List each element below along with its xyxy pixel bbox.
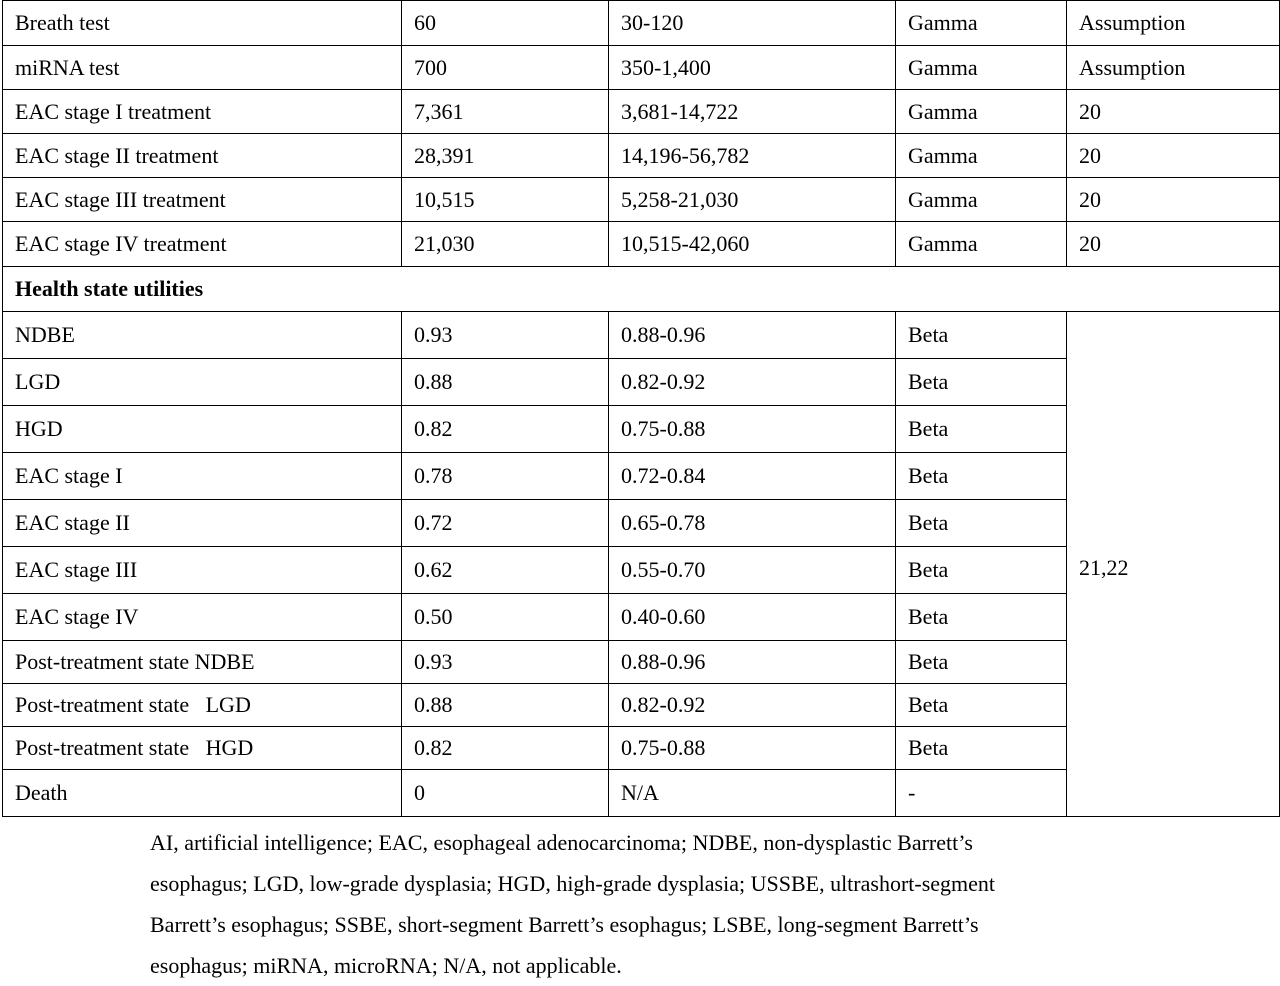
cell-value: 0.78 [402,453,609,500]
cell-value: 0.72 [402,500,609,547]
cell-distribution: Beta [896,641,1067,684]
cell-distribution: Beta [896,359,1067,406]
cell-range: 30-120 [609,1,896,46]
cell-distribution: Beta [896,500,1067,547]
table-row [3,46,1280,90]
cell-range: 10,515-42,060 [609,222,896,267]
cell-source: 20 [1067,134,1280,178]
table-row [3,222,1280,267]
cell-item: HGD [3,406,402,453]
cell-range: 3,681-14,722 [609,90,896,134]
cell-distribution: Beta [896,727,1067,770]
cell-item: miRNA test [3,46,402,90]
table-row [3,90,1280,134]
cell-source: 20 [1067,90,1280,134]
cell-value: 0.82 [402,406,609,453]
cell-range: 0.88-0.96 [609,641,896,684]
cell-item: EAC stage III treatment [3,178,402,222]
cell-distribution: Beta [896,547,1067,594]
cell-distribution: Gamma [896,222,1067,267]
cell-item: EAC stage III [3,547,402,594]
cell-item: EAC stage I treatment [3,90,402,134]
cell-value: 700 [402,46,609,90]
cell-range: 5,258-21,030 [609,178,896,222]
parameter-table [2,0,1280,817]
cell-range: 14,196-56,782 [609,134,896,178]
cell-value: 10,515 [402,178,609,222]
cell-distribution: Beta [896,453,1067,500]
cell-range: N/A [609,770,896,817]
cell-value: 7,361 [402,90,609,134]
cell-range: 0.65-0.78 [609,500,896,547]
table-row [3,178,1280,222]
table-row [3,134,1280,178]
cell-item: EAC stage IV treatment [3,222,402,267]
cell-item: NDBE [3,312,402,359]
cell-distribution: Gamma [896,46,1067,90]
cell-item: EAC stage II [3,500,402,547]
cell-value: 60 [402,1,609,46]
cell-value: 0.93 [402,641,609,684]
cell-range: 350-1,400 [609,46,896,90]
cell-distribution: Gamma [896,90,1067,134]
table-row [3,1,1280,46]
cell-distribution: Gamma [896,134,1067,178]
cell-value: 0 [402,770,609,817]
cell-item: LGD [3,359,402,406]
cell-value: 0.62 [402,547,609,594]
cell-value: 21,030 [402,222,609,267]
cell-distribution: Beta [896,312,1067,359]
cell-range: 0.88-0.96 [609,312,896,359]
cell-value: 0.88 [402,359,609,406]
footnote-line: Barrett’s esophagus; SSBE, short-segment Barrett’s esophagus; LSBE, long-segment Barrett’s [150,912,979,937]
cell-item: EAC stage I [3,453,402,500]
cell-value: 0.50 [402,594,609,641]
cell-distribution: Beta [896,594,1067,641]
cell-range: 0.55-0.70 [609,547,896,594]
cell-item: Death [3,770,402,817]
cell-item: EAC stage II treatment [3,134,402,178]
section-heading-row [3,267,1280,312]
cell-source: 20 [1067,222,1280,267]
cell-value: 28,391 [402,134,609,178]
footnote-line: esophagus; miRNA, microRNA; N/A, not applicable. [150,953,622,978]
cell-range: 0.40-0.60 [609,594,896,641]
footnote-line: AI, artificial intelligence; EAC, esophageal adenocarcinoma; NDBE, non-dysplastic Barrett’s [150,830,973,855]
cell-value: 0.82 [402,727,609,770]
table-footnote [150,822,1150,986]
cell-source: 20 [1067,178,1280,222]
cell-range: 0.72-0.84 [609,453,896,500]
cell-value: 0.88 [402,684,609,727]
cell-distribution: - [896,770,1067,817]
cell-distribution: Beta [896,406,1067,453]
cell-source-merged: 21,22 [1067,312,1280,817]
cell-source: Assumption [1067,1,1280,46]
cell-range: 0.82-0.92 [609,684,896,727]
cell-item: Post-treatment state HGD [3,727,402,770]
cell-item: Breath test [3,1,402,46]
cell-range: 0.75-0.88 [609,727,896,770]
cell-range: 0.75-0.88 [609,406,896,453]
section-heading: Health state utilities [3,267,1280,312]
table-row [3,312,1280,359]
cell-source: Assumption [1067,46,1280,90]
cell-distribution: Gamma [896,178,1067,222]
cell-distribution: Beta [896,684,1067,727]
cell-value: 0.93 [402,312,609,359]
cell-item: Post-treatment state NDBE [3,641,402,684]
cell-item: EAC stage IV [3,594,402,641]
cell-item: Post-treatment state LGD [3,684,402,727]
footnote-line: esophagus; LGD, low-grade dysplasia; HGD, high-grade dysplasia; USSBE, ultrashort-segment [150,871,996,896]
cell-distribution: Gamma [896,1,1067,46]
cell-range: 0.82-0.92 [609,359,896,406]
